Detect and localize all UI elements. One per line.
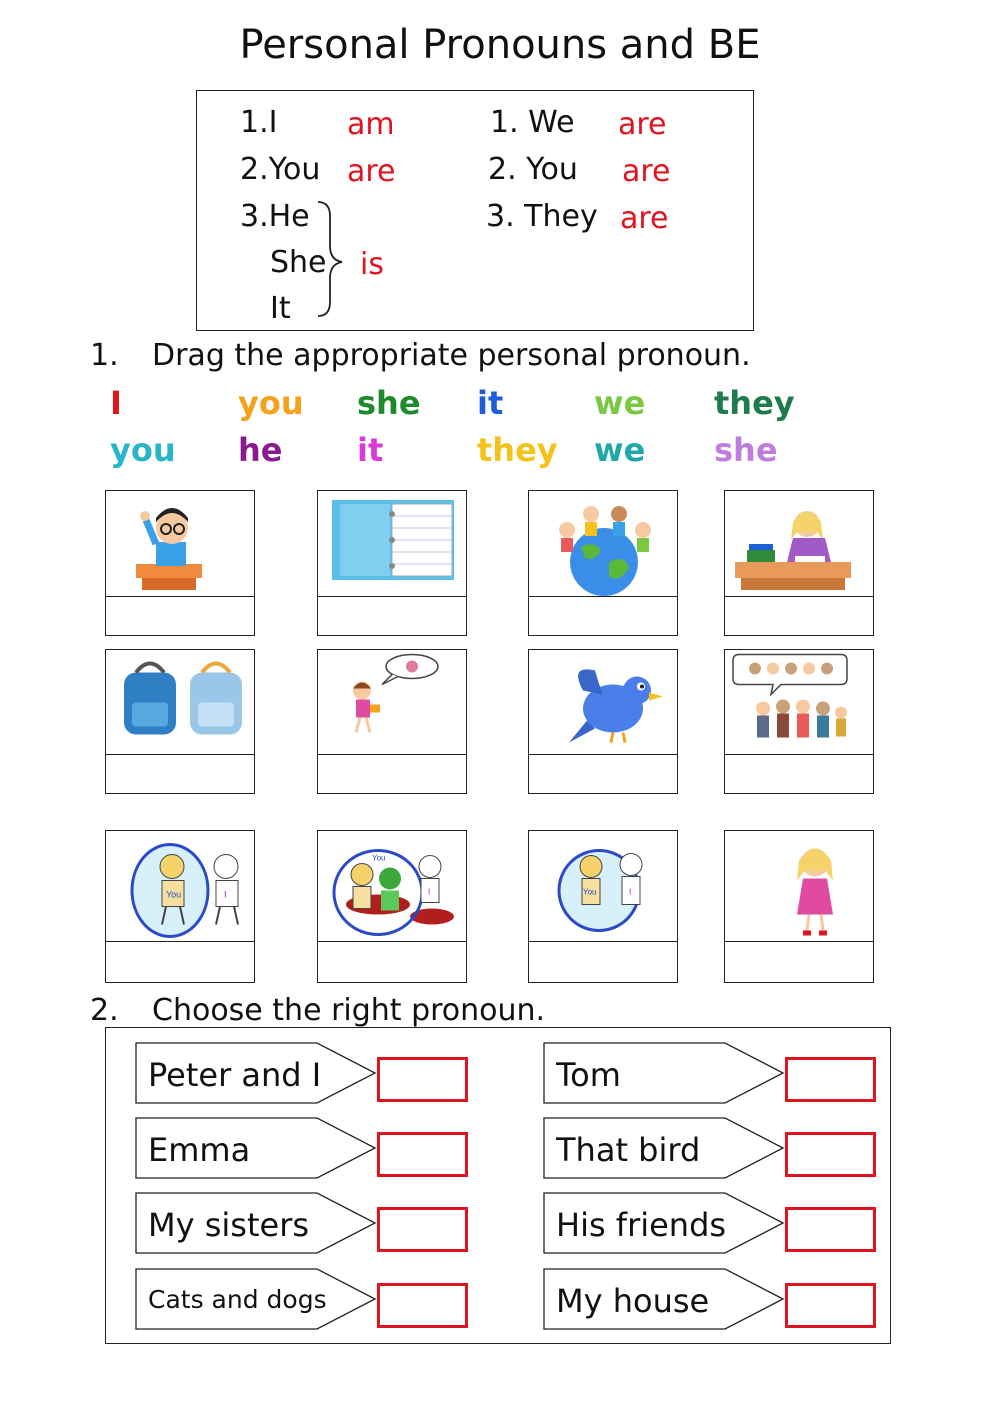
choice-label: Emma: [148, 1131, 251, 1169]
word-chip[interactable]: we: [594, 431, 646, 469]
group-of-people-icon: [725, 650, 873, 755]
curly-brace-icon: [314, 198, 354, 320]
picture-card: [724, 490, 874, 636]
row-number: 3.: [240, 199, 269, 234]
pronoun: It: [270, 291, 291, 326]
choice-label: Cats and dogs: [148, 1285, 327, 1314]
you-and-she-and-me-icon: [318, 831, 466, 942]
picture-card: [724, 830, 874, 983]
choice-label: His friends: [556, 1206, 727, 1244]
drop-zone[interactable]: [318, 597, 466, 635]
picture-card: [528, 830, 678, 983]
boy-at-desk-icon: [106, 491, 254, 597]
woman-at-desk-icon: [725, 491, 873, 597]
drop-zone[interactable]: [529, 942, 677, 982]
word-chip[interactable]: you: [110, 431, 176, 469]
section-1-instruction: Drag the appropriate personal pronoun.: [152, 338, 751, 373]
word-chip[interactable]: I: [110, 384, 122, 422]
pronoun: They: [524, 199, 598, 234]
word-chip[interactable]: they: [477, 431, 558, 469]
answer-box[interactable]: [785, 1283, 876, 1328]
drop-zone[interactable]: [529, 597, 677, 635]
pronoun: She: [270, 245, 327, 280]
svg-text:I: I: [224, 889, 227, 900]
you-and-i-circle-icon: [529, 831, 677, 942]
plural-row-2: [488, 152, 578, 187]
picture-card: [724, 649, 874, 794]
girl-speaking-icon: [318, 650, 466, 755]
bird-icon: [529, 650, 677, 755]
choice-label: Peter and I: [148, 1056, 322, 1094]
pronoun: You: [268, 152, 321, 187]
blonde-girl-icon: [725, 831, 873, 942]
word-chip[interactable]: she: [714, 431, 778, 469]
verb: are: [618, 107, 667, 142]
picture-card: [105, 490, 255, 636]
word-chip[interactable]: they: [714, 384, 795, 422]
notebook-icon: [318, 491, 466, 597]
verb: are: [620, 201, 669, 236]
pronoun: I: [268, 105, 278, 140]
verb: are: [347, 154, 396, 189]
singular-row-1: [240, 105, 278, 140]
row-number: 3.: [486, 199, 515, 234]
drop-zone[interactable]: [725, 755, 873, 793]
drop-zone[interactable]: [106, 597, 254, 635]
svg-text:You: You: [166, 889, 182, 900]
row-number: 2.: [240, 152, 269, 187]
answer-box[interactable]: [377, 1132, 468, 1177]
svg-text:You: You: [372, 853, 386, 863]
answer-box[interactable]: [785, 1057, 876, 1102]
drop-zone[interactable]: [318, 755, 466, 793]
choice-tag: [135, 1117, 375, 1179]
children-on-globe-icon: [529, 491, 677, 597]
choice-tag: [135, 1042, 375, 1104]
plural-row-3: [486, 199, 598, 234]
picture-card: [317, 649, 467, 794]
word-chip[interactable]: you: [238, 384, 304, 422]
page-title: Personal Pronouns and BE: [239, 22, 761, 68]
drop-zone[interactable]: [725, 597, 873, 635]
word-chip[interactable]: she: [357, 384, 421, 422]
svg-text:You: You: [583, 887, 597, 897]
section-2-number: 2.: [90, 993, 119, 1028]
you-and-me-icon: [106, 831, 254, 942]
singular-row-2: [240, 152, 321, 187]
picture-card: [528, 490, 678, 636]
verb: am: [347, 107, 395, 142]
backpacks-icon: [106, 650, 254, 755]
drop-zone[interactable]: [106, 942, 254, 982]
svg-text:I: I: [428, 887, 431, 897]
plural-row-1: [490, 105, 575, 140]
picture-card: [105, 830, 255, 983]
pronoun: We: [528, 105, 575, 140]
choice-tag: [543, 1042, 783, 1104]
word-chip[interactable]: we: [594, 384, 646, 422]
verb: is: [360, 247, 384, 282]
drop-zone[interactable]: [106, 755, 254, 793]
section-1-number: 1.: [90, 338, 119, 373]
choice-tag: [543, 1268, 783, 1330]
row-number: 2.: [488, 152, 517, 187]
choice-label: Tom: [556, 1056, 621, 1094]
word-chip[interactable]: it: [477, 384, 504, 422]
word-chip[interactable]: he: [238, 431, 283, 469]
choice-label: My sisters: [148, 1206, 310, 1244]
row-number: 1.: [240, 105, 269, 140]
choice-tag: [543, 1192, 783, 1254]
svg-text:I: I: [629, 887, 632, 897]
answer-box[interactable]: [785, 1132, 876, 1177]
choice-tag: [135, 1268, 375, 1330]
row-number: 1.: [490, 105, 519, 140]
drop-zone[interactable]: [725, 942, 873, 982]
picture-card: [528, 649, 678, 794]
answer-box[interactable]: [377, 1207, 468, 1252]
word-chip[interactable]: it: [357, 431, 384, 469]
picture-card: [105, 649, 255, 794]
singular-row-3: [240, 199, 310, 234]
drop-zone[interactable]: [529, 755, 677, 793]
choice-tag: [135, 1192, 375, 1254]
drop-zone[interactable]: [318, 942, 466, 982]
choice-label: That bird: [556, 1131, 701, 1169]
answer-box[interactable]: [785, 1207, 876, 1252]
picture-card: [317, 830, 467, 983]
choice-tag: [543, 1117, 783, 1179]
answer-box[interactable]: [377, 1283, 468, 1328]
section-2-instruction: Choose the right pronoun.: [152, 993, 546, 1028]
answer-box[interactable]: [377, 1057, 468, 1102]
pronoun: He: [268, 199, 310, 234]
picture-card: [317, 490, 467, 636]
pronoun: You: [526, 152, 578, 187]
choice-label: My house: [556, 1282, 710, 1320]
verb: are: [622, 154, 671, 189]
